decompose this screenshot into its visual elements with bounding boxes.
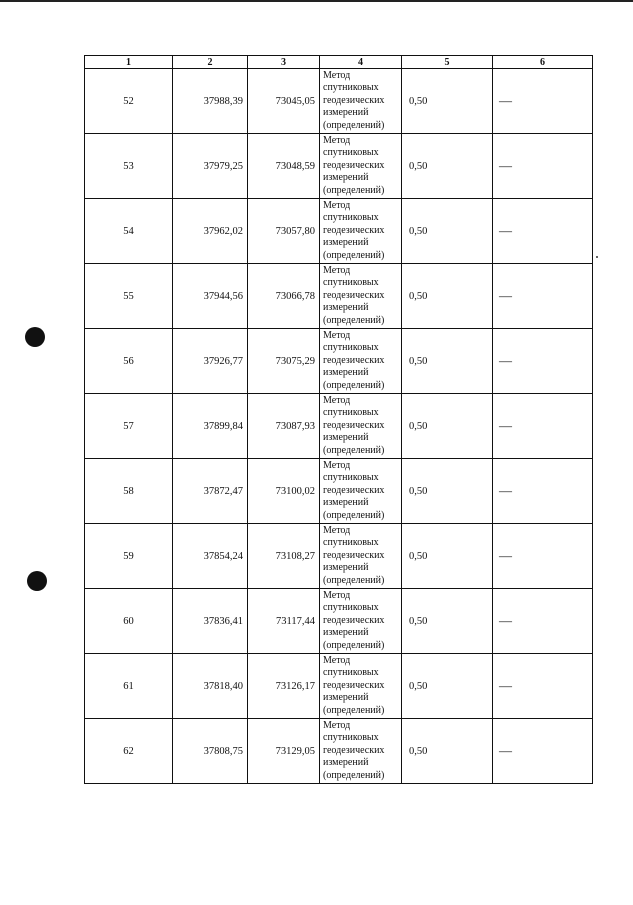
table-row <box>85 264 593 329</box>
note-cell: — <box>493 394 593 459</box>
y-coordinate-cell: 73087,93 <box>248 394 320 459</box>
accuracy-cell: 0,50 <box>402 524 493 589</box>
coordinates-table <box>84 55 593 784</box>
column-header: 6 <box>493 56 593 69</box>
method-cell: Метод спутниковых геодезических измерений (определений) <box>320 264 402 329</box>
punch-hole-mark <box>25 327 45 347</box>
method-cell: Метод спутниковых геодезических измерений (определений) <box>320 199 402 264</box>
column-header: 4 <box>320 56 402 69</box>
y-coordinate-cell: 73126,17 <box>248 654 320 719</box>
point-number-cell: 59 <box>85 524 173 589</box>
note-cell: — <box>493 719 593 784</box>
table-row <box>85 69 593 134</box>
note-cell: — <box>493 329 593 394</box>
note-cell: — <box>493 134 593 199</box>
note-cell: — <box>493 459 593 524</box>
point-number-cell: 57 <box>85 394 173 459</box>
table-row <box>85 524 593 589</box>
accuracy-cell: 0,50 <box>402 654 493 719</box>
column-header: 1 <box>85 56 173 69</box>
point-number-cell: 54 <box>85 199 173 264</box>
method-cell: Метод спутниковых геодезических измерений (определений) <box>320 394 402 459</box>
x-coordinate-cell: 37926,77 <box>173 329 248 394</box>
x-coordinate-cell: 37854,24 <box>173 524 248 589</box>
method-cell: Метод спутниковых геодезических измерений (определений) <box>320 654 402 719</box>
y-coordinate-cell: 73048,59 <box>248 134 320 199</box>
column-header: 3 <box>248 56 320 69</box>
y-coordinate-cell: 73075,29 <box>248 329 320 394</box>
column-header: 2 <box>173 56 248 69</box>
note-cell: — <box>493 264 593 329</box>
table-row <box>85 654 593 719</box>
method-cell: Метод спутниковых геодезических измерений (определений) <box>320 524 402 589</box>
note-cell: — <box>493 199 593 264</box>
x-coordinate-cell: 37962,02 <box>173 199 248 264</box>
x-coordinate-cell: 37872,47 <box>173 459 248 524</box>
note-cell: — <box>493 69 593 134</box>
table-row <box>85 199 593 264</box>
x-coordinate-cell: 37979,25 <box>173 134 248 199</box>
x-coordinate-cell: 37818,40 <box>173 654 248 719</box>
y-coordinate-cell: 73108,27 <box>248 524 320 589</box>
accuracy-cell: 0,50 <box>402 329 493 394</box>
accuracy-cell: 0,50 <box>402 199 493 264</box>
method-cell: Метод спутниковых геодезических измерений (определений) <box>320 134 402 199</box>
method-cell: Метод спутниковых геодезических измерений (определений) <box>320 719 402 784</box>
accuracy-cell: 0,50 <box>402 134 493 199</box>
method-cell: Метод спутниковых геодезических измерений (определений) <box>320 589 402 654</box>
note-cell: — <box>493 589 593 654</box>
x-coordinate-cell: 37836,41 <box>173 589 248 654</box>
accuracy-cell: 0,50 <box>402 69 493 134</box>
accuracy-cell: 0,50 <box>402 719 493 784</box>
y-coordinate-cell: 73045,05 <box>248 69 320 134</box>
page-top-edge <box>0 0 633 2</box>
x-coordinate-cell: 37944,56 <box>173 264 248 329</box>
table-row <box>85 459 593 524</box>
point-number-cell: 62 <box>85 719 173 784</box>
point-number-cell: 61 <box>85 654 173 719</box>
method-cell: Метод спутниковых геодезических измерений (определений) <box>320 459 402 524</box>
table-row <box>85 134 593 199</box>
point-number-cell: 58 <box>85 459 173 524</box>
method-cell: Метод спутниковых геодезических измерений (определений) <box>320 69 402 134</box>
accuracy-cell: 0,50 <box>402 459 493 524</box>
column-header: 5 <box>402 56 493 69</box>
x-coordinate-cell: 37988,39 <box>173 69 248 134</box>
y-coordinate-cell: 73117,44 <box>248 589 320 654</box>
x-coordinate-cell: 37899,84 <box>173 394 248 459</box>
accuracy-cell: 0,50 <box>402 394 493 459</box>
y-coordinate-cell: 73129,05 <box>248 719 320 784</box>
point-number-cell: 55 <box>85 264 173 329</box>
point-number-cell: 53 <box>85 134 173 199</box>
x-coordinate-cell: 37808,75 <box>173 719 248 784</box>
table-row <box>85 394 593 459</box>
punch-hole-mark <box>27 571 47 591</box>
table-row <box>85 329 593 394</box>
scan-speck <box>596 256 598 258</box>
y-coordinate-cell: 73057,80 <box>248 199 320 264</box>
note-cell: — <box>493 524 593 589</box>
note-cell: — <box>493 654 593 719</box>
point-number-cell: 56 <box>85 329 173 394</box>
accuracy-cell: 0,50 <box>402 264 493 329</box>
point-number-cell: 60 <box>85 589 173 654</box>
accuracy-cell: 0,50 <box>402 589 493 654</box>
table-row <box>85 589 593 654</box>
method-cell: Метод спутниковых геодезических измерений (определений) <box>320 329 402 394</box>
table-row <box>85 719 593 784</box>
y-coordinate-cell: 73100,02 <box>248 459 320 524</box>
table-header-row <box>85 56 593 69</box>
point-number-cell: 52 <box>85 69 173 134</box>
y-coordinate-cell: 73066,78 <box>248 264 320 329</box>
